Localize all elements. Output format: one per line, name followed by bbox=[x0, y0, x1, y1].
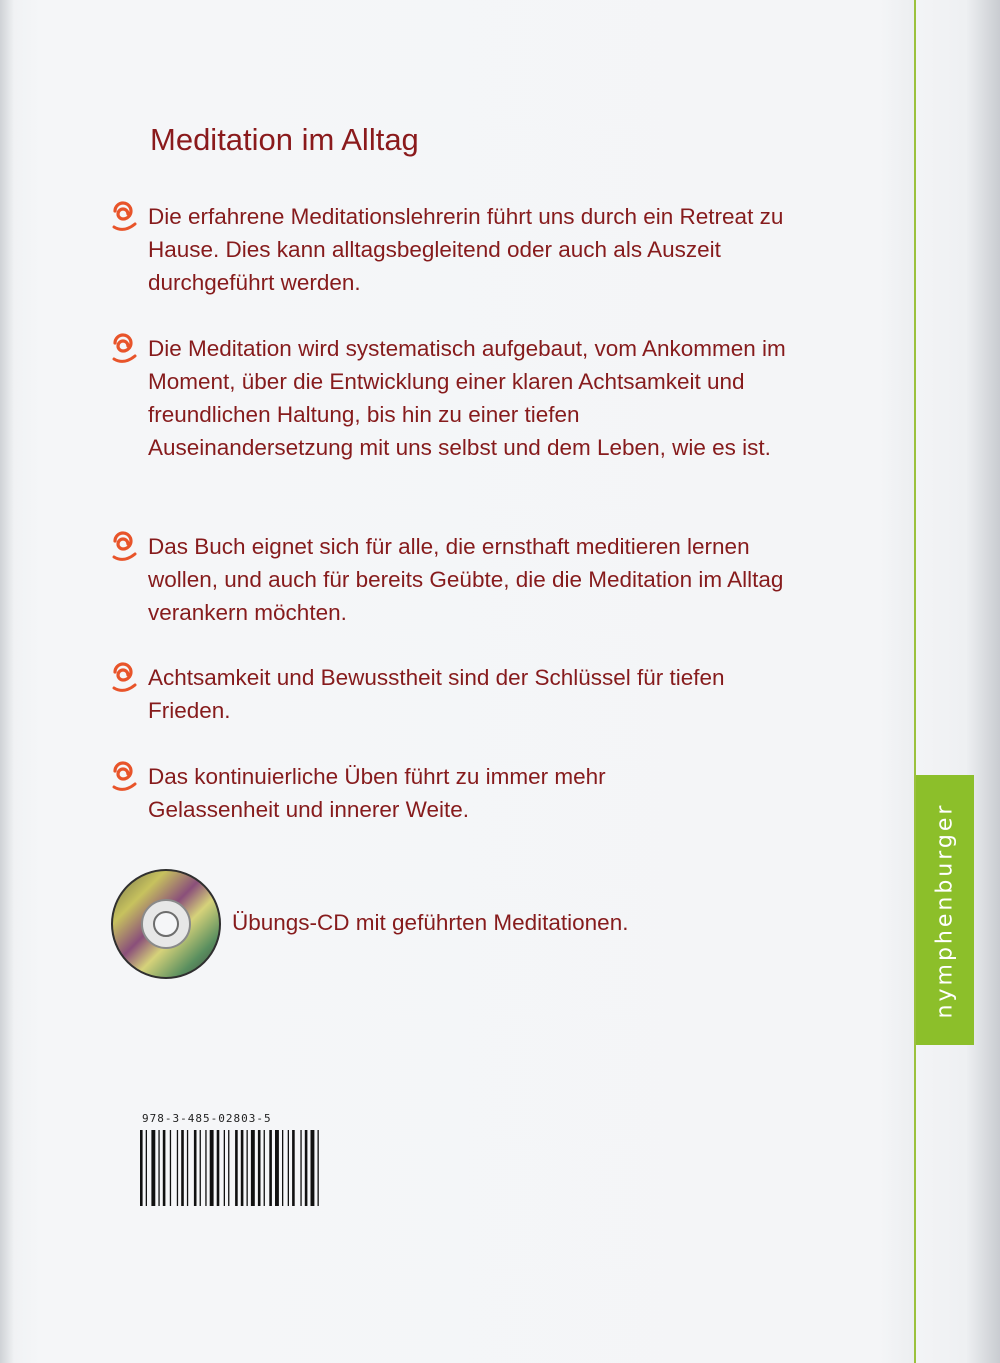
publisher-name: nymphenburger bbox=[932, 802, 958, 1018]
barcode-icon bbox=[138, 1130, 324, 1210]
spiral-icon bbox=[108, 332, 140, 368]
spiral-icon bbox=[108, 200, 140, 236]
bullet-text: Achtsamkeit und Bewusstheit sind der Schlüssel für tiefen Frieden. bbox=[148, 665, 725, 723]
spiral-icon bbox=[108, 530, 140, 566]
cover-title: Meditation im Alltag bbox=[150, 122, 419, 157]
bullet-text: Die Meditation wird systematisch aufgebaut, vom Ankommen im Moment, über die Entwicklung einer klaren Achtsamkeit und freundlichen Haltung, bis hin zu einer tiefen Auseinandersetzung mit uns selbst und dem Leben, wie es ist. bbox=[148, 336, 786, 460]
spiral-icon bbox=[108, 661, 140, 697]
bullet-text: Die erfahrene Meditationslehrerin führt uns durch ein Retreat zu Hause. Dies kann alltagsbegleitend oder auch als Auszeit durchgeführt werden. bbox=[148, 204, 784, 295]
publisher-tab bbox=[916, 775, 974, 1045]
bullet-text: Das Buch eignet sich für alle, die ernsthaft meditieren lernen wollen, und auch für bereits Geübte, die die Meditation im Alltag verankern möchten. bbox=[148, 534, 784, 625]
isbn-number: 978-3-485-02803-5 bbox=[142, 1112, 272, 1125]
spine-shadow bbox=[0, 0, 14, 1363]
cd-disc-icon bbox=[110, 868, 222, 980]
bullet-text: Das kontinuierliche Üben führt zu immer mehr Gelassenheit und innerer Weite. bbox=[148, 764, 606, 822]
cd-info bbox=[110, 868, 750, 980]
cd-label: Übungs-CD mit geführten Meditationen. bbox=[232, 910, 629, 935]
spiral-icon bbox=[108, 760, 140, 796]
barcode bbox=[138, 1112, 324, 1212]
cover-edge bbox=[916, 0, 1000, 1363]
